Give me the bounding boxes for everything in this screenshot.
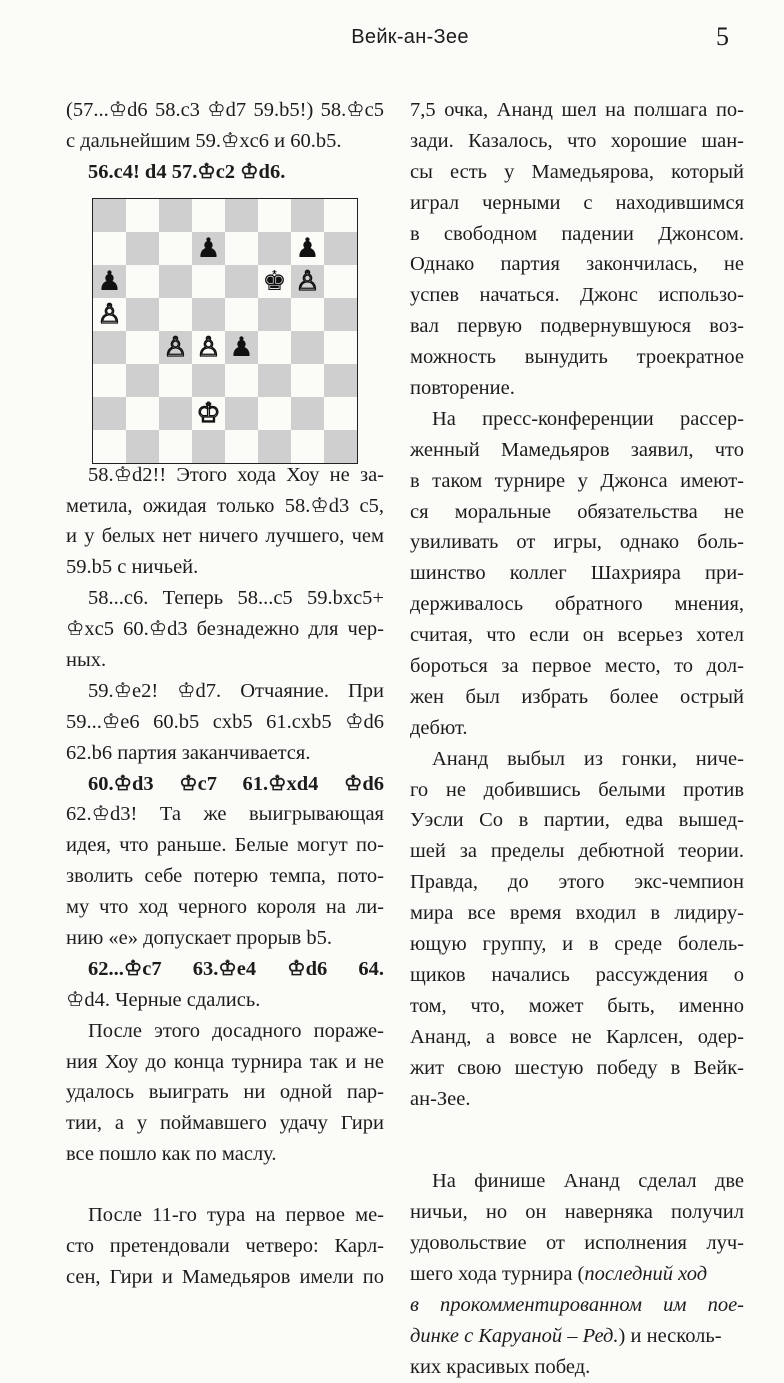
board-square-f7: [258, 232, 291, 265]
board-square-c5: [159, 298, 192, 331]
text-line: тии, а у поймавшего удачу Гири: [66, 1112, 384, 1135]
board-square-g1: [291, 430, 324, 463]
text-line: женный Мамедьяров заявил, что: [410, 438, 744, 461]
board-square-f2: [258, 397, 291, 430]
board-square-a7: [93, 232, 126, 265]
text-line: зволить себе потерю темпа, пото-: [66, 865, 384, 888]
board-square-e4: [225, 331, 258, 364]
board-square-a1: [93, 430, 126, 463]
text-line: в таком турнире у Джонса имеют-: [410, 469, 744, 492]
text-line: ♔xc5 60.♔d3 безнадежно для чер-: [66, 618, 384, 641]
board-square-f4: [258, 331, 291, 364]
text-line: все пошло как по маслу.: [66, 1143, 277, 1166]
text-line: ных.: [66, 649, 107, 672]
white-pawn-icon: ♙: [295, 265, 320, 297]
text-span: ) и несколь-: [618, 1324, 722, 1347]
text-line: шинство коллег Шахрияра при-: [410, 562, 744, 585]
board-square-a2: [93, 397, 126, 430]
text-line: ющую группу, и в среде болель-: [410, 933, 744, 956]
board-square-e7: [225, 232, 258, 265]
board-square-d3: [192, 364, 225, 397]
board-square-b8: [126, 199, 159, 232]
board-square-h3: [324, 364, 357, 397]
board-square-c7: [159, 232, 192, 265]
board-square-g8: [291, 199, 324, 232]
text-span: шего хода турнира (: [410, 1263, 585, 1286]
text-line: 7,5 очка, Ананд шел на полшага по-: [410, 99, 744, 121]
text-line: го не добившись белыми против: [410, 778, 744, 801]
text-line: увиливать от игры, однако боль-: [410, 531, 744, 554]
board-square-h1: [324, 430, 357, 463]
text-line: му что ход черного короля на ли-: [66, 896, 384, 919]
text-line: шей за пределы дебютной теории.: [410, 840, 744, 863]
board-square-e2: [225, 397, 258, 430]
text-line: 59...♔e6 60.b5 cxb5 61.cxb5 ♔d6: [66, 710, 384, 733]
text-line: идея, что раньше. Белые могут по-: [66, 834, 384, 857]
right-column: [410, 95, 744, 1383]
board-square-e6: [225, 265, 258, 298]
board-square-e3: [225, 364, 258, 397]
text-line: Уэсли Со в партии, едва вышед-: [410, 809, 744, 832]
board-square-g3: [291, 364, 324, 397]
board-square-a6: [93, 265, 126, 298]
board-square-f3: [258, 364, 291, 397]
text-line: в свободном падении Джонсом.: [410, 222, 744, 245]
board-square-f1: [258, 430, 291, 463]
text-line: держивалось обратного мнения,: [410, 593, 744, 616]
text-line: Ананд выбыл из гонки, ниче-: [432, 747, 744, 770]
board-square-h6: [324, 265, 357, 298]
text-line: [410, 1321, 744, 1352]
board-square-c2: [159, 397, 192, 430]
text-line: [410, 1259, 744, 1290]
board-square-b6: [126, 265, 159, 298]
move-line: 60.♔d3 ♔c7 61.♔xd4 ♔d6: [88, 772, 384, 795]
board-square-h2: [324, 397, 357, 430]
board-square-c6: [159, 265, 192, 298]
text-line: играл черными с находившимся: [410, 191, 744, 214]
board-square-b5: [126, 298, 159, 331]
board-square-h8: [324, 199, 357, 232]
board-square-d7: [192, 232, 225, 265]
chess-diagram: [92, 198, 384, 460]
text-line: После 11-го тура на первое ме-: [88, 1204, 384, 1227]
text-line: (57...♔d6 58.c3 ♔d7 59.b5!) 58.♔c5: [66, 99, 384, 121]
text-line: мира все время входил в лидиру-: [410, 902, 744, 925]
white-pawn-icon: ♙: [196, 331, 221, 363]
text-line: считая, что если он всерьез хотел: [410, 624, 744, 647]
black-king-icon: ♚: [262, 265, 287, 297]
text-line: ♔d4. Черные сдались.: [66, 988, 261, 1011]
board-square-g2: [291, 397, 324, 430]
board-square-a3: [93, 364, 126, 397]
board-square-g7: [291, 232, 324, 265]
page-number: 5: [716, 22, 729, 51]
board-square-c4: [159, 331, 192, 364]
text-line: сто претендовали четверо: Карл-: [66, 1235, 384, 1258]
move-line: 56.c4! d4 57.♔c2 ♔d6.: [88, 160, 286, 183]
board-square-b3: [126, 364, 159, 397]
text-line: нию «е» допускает прорыв b5.: [66, 927, 332, 950]
board-square-b7: [126, 232, 159, 265]
italic-span: динке с Каруаной – Ред.: [410, 1324, 619, 1347]
text-line: 62.♔d3! Та же выигрывающая: [66, 803, 384, 826]
board-square-d1: [192, 430, 225, 463]
text-line: повторение.: [410, 377, 515, 400]
text-line: Однако партия закончилась, не: [410, 253, 744, 276]
text-line: метила, ожидая только 58.♔d3 c5,: [66, 494, 384, 517]
text-line: 59.b5 с ничьей.: [66, 556, 199, 579]
board-square-b1: [126, 430, 159, 463]
left-column: [66, 95, 384, 1293]
text-line: 58...c6. Теперь 58...c5 59.bxc5+: [88, 587, 384, 610]
text-line: ких красивых побед.: [410, 1355, 591, 1378]
text-line: с дальнейшим 59.♔xc6 и 60.b5.: [66, 129, 342, 152]
board-square-d4: [192, 331, 225, 364]
text-line: После этого досадного пораже-: [88, 1019, 384, 1042]
board-square-d5: [192, 298, 225, 331]
text-line: ничьи, но он наверняка получил: [410, 1201, 744, 1224]
text-line: ся моральные обязательства не: [410, 500, 744, 523]
board-square-c3: [159, 364, 192, 397]
text-line: зади. Казалось, что хорошие шан-: [410, 129, 744, 152]
board-square-f6: [258, 265, 291, 298]
text-line: 58.♔d2!! Этого хода Хоу не за-: [88, 463, 384, 486]
white-pawn-icon: ♙: [163, 331, 188, 363]
board-square-c8: [159, 199, 192, 232]
board-square-b2: [126, 397, 159, 430]
text-line: и у белых нет ничего лучшего, чем: [66, 525, 384, 548]
black-pawn-icon: ♟: [295, 232, 320, 264]
text-line: сы есть у Мамедьярова, который: [410, 160, 744, 183]
board-square-a8: [93, 199, 126, 232]
chess-board: [92, 198, 358, 464]
text-line: На финише Ананд сделал две: [432, 1170, 744, 1193]
board-square-a4: [93, 331, 126, 364]
italic-span: последний ход: [584, 1263, 708, 1286]
board-square-d6: [192, 265, 225, 298]
black-pawn-icon: ♟: [196, 232, 221, 264]
italic-line: в прокомментированном им пое-: [410, 1293, 744, 1316]
text-line: сен, Гири и Мамедьяров имели по: [66, 1265, 384, 1288]
board-square-f5: [258, 298, 291, 331]
text-line: жит свою шестую победу в Вейк-: [410, 1056, 744, 1079]
text-line: бороться за первое место, то дол-: [410, 655, 744, 678]
board-square-g5: [291, 298, 324, 331]
black-pawn-icon: ♟: [229, 331, 254, 363]
board-square-b4: [126, 331, 159, 364]
text-line: ан-Зее.: [410, 1087, 471, 1110]
text-line: ния Хоу до конца турнира так и не: [66, 1050, 384, 1073]
text-line: дебют.: [410, 716, 468, 739]
board-square-g4: [291, 331, 324, 364]
text-line: 59.♔e2! ♔d7. Отчаяние. При: [88, 679, 384, 702]
text-line: Правда, до этого экс-чемпион: [410, 871, 744, 894]
board-square-e8: [225, 199, 258, 232]
board-square-d2: [192, 397, 225, 430]
board-square-d8: [192, 199, 225, 232]
board-square-a5: [93, 298, 126, 331]
white-king-icon: ♔: [196, 397, 221, 429]
running-header-title: Вейк-ан-Зее: [351, 26, 469, 48]
white-pawn-icon: ♙: [97, 298, 122, 330]
move-line: 62...♔c7 63.♔e4 ♔d6 64.: [88, 957, 384, 980]
text-line: щиков начались рассуждения о: [410, 963, 744, 986]
text-line: удовольствие от исполнения луч-: [410, 1232, 744, 1255]
board-square-c1: [159, 430, 192, 463]
board-square-e1: [225, 430, 258, 463]
board-square-f8: [258, 199, 291, 232]
text-line: удалось выиграть ни одной пар-: [66, 1081, 384, 1104]
text-line: Ананд, а вовсе не Карлсен, одер-: [410, 1025, 744, 1048]
text-line: успев начаться. Джонс использо-: [410, 284, 744, 307]
text-line: вал первую подвернувшуюся воз-: [410, 315, 744, 338]
text-line: том, что, может быть, именно: [410, 994, 744, 1017]
board-square-g6: [291, 265, 324, 298]
board-square-h4: [324, 331, 357, 364]
text-line: 62.b6 партия заканчивается.: [66, 741, 311, 764]
board-square-h7: [324, 232, 357, 265]
board-square-e5: [225, 298, 258, 331]
text-line: На пресс-конференции рассер-: [432, 407, 744, 430]
text-line: жен был избрать более острый: [410, 685, 744, 708]
text-line: можность вынудить троекратное: [410, 346, 744, 369]
black-pawn-icon: ♟: [97, 265, 122, 297]
board-square-h5: [324, 298, 357, 331]
